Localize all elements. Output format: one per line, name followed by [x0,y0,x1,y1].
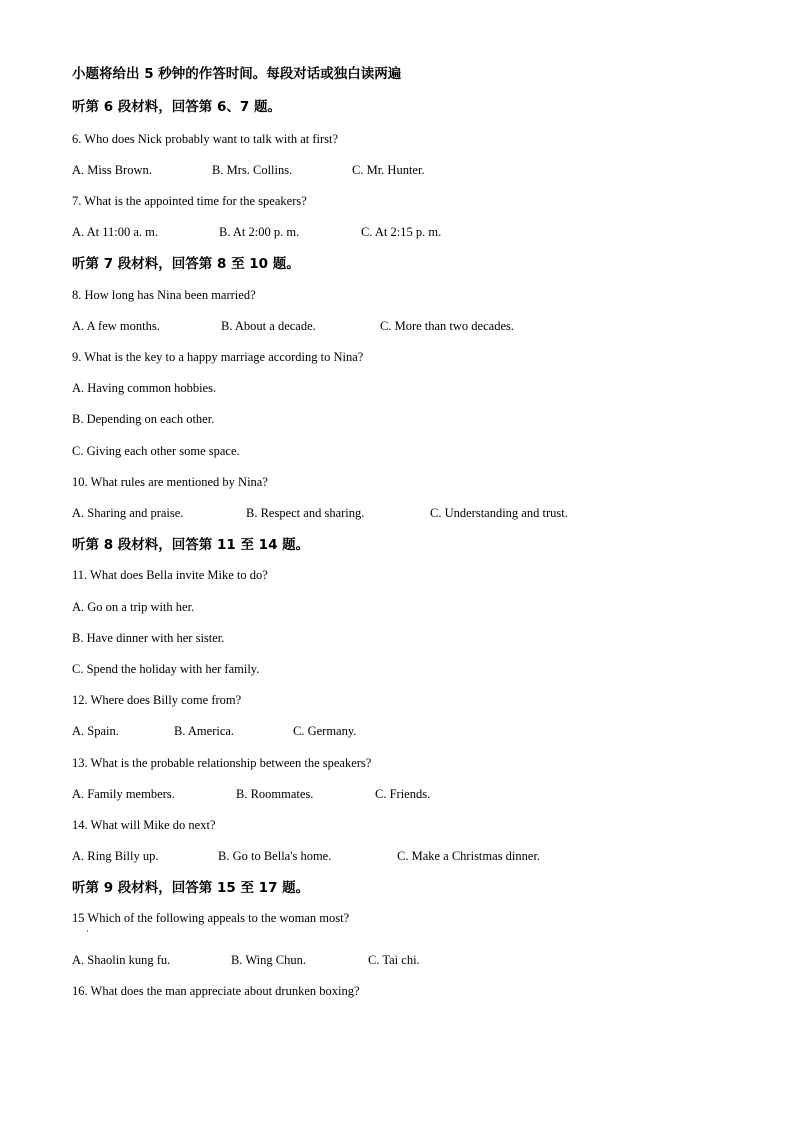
option-a: A. Ring Billy up. [72,849,159,863]
option-b: B. Mrs. Collins. [212,163,293,177]
question-stem: 14. What will Mike do next? [72,818,216,832]
question-stem: 16. What does the man appreciate about drunken boxing? [72,984,360,998]
option-c: C. Spend the holiday with her family. [72,662,260,676]
option-a: A. At 11:00 a. m. [72,225,158,239]
question-stem: 12. Where does Billy come from? [72,693,242,707]
stray-mark: · [86,926,89,936]
option-c: C. Tai chi. [368,953,420,967]
option-a: A. Go on a trip with her. [72,600,195,614]
option-b: B. About a decade. [221,319,316,333]
option-a: A. Shaolin kung fu. [72,953,171,967]
option-b: B. Depending on each other. [72,412,215,426]
intro-text: 小题将给出 5 秒钟的作答时间。每段对话或独白读两遍 [72,66,402,82]
option-c: C. Giving each other some space. [72,444,240,458]
question-stem: 9. What is the key to a happy marriage according to Nina? [72,350,364,364]
option-b: B. At 2:00 p. m. [219,225,300,239]
question-stem: 6. Who does Nick probably want to talk with at first? [72,132,339,146]
option-c: C. Germany. [293,724,357,738]
option-c: C. Friends. [375,787,431,801]
section-heading: 听第 6 段材料，回答第 6、7 题。 [72,99,281,115]
question-stem: 15 Which of the following appeals to the woman most? [72,911,350,925]
option-a: A. A few months. [72,319,160,333]
option-b: B. Roommates. [236,787,314,801]
question-stem: 11. What does Bella invite Mike to do? [72,568,268,582]
question-stem: 10. What rules are mentioned by Nina? [72,475,268,489]
section-heading: 听第 8 段材料，回答第 11 至 14 题。 [72,537,310,553]
section-heading: 听第 9 段材料，回答第 15 至 17 题。 [72,880,310,896]
section-heading: 听第 7 段材料，回答第 8 至 10 题。 [72,256,300,272]
option-b: B. Wing Chun. [231,953,306,967]
option-b: B. Go to Bella's home. [218,849,332,863]
option-a: A. Family members. [72,787,175,801]
question-stem: 8. How long has Nina been married? [72,288,256,302]
option-a: A. Sharing and praise. [72,506,184,520]
option-a: A. Spain. [72,724,119,738]
option-c: C. Mr. Hunter. [352,163,425,177]
option-c: C. At 2:15 p. m. [361,225,442,239]
option-c: C. Understanding and trust. [430,506,568,520]
option-a: A. Miss Brown. [72,163,152,177]
question-stem: 7. What is the appointed time for the speakers? [72,194,307,208]
option-a: A. Having common hobbies. [72,381,217,395]
option-b: B. Respect and sharing. [246,506,365,520]
option-b: B. America. [174,724,235,738]
option-c: C. Make a Christmas dinner. [397,849,541,863]
question-stem: 13. What is the probable relationship between the speakers? [72,756,372,770]
option-b: B. Have dinner with her sister. [72,631,225,645]
option-c: C. More than two decades. [380,319,514,333]
